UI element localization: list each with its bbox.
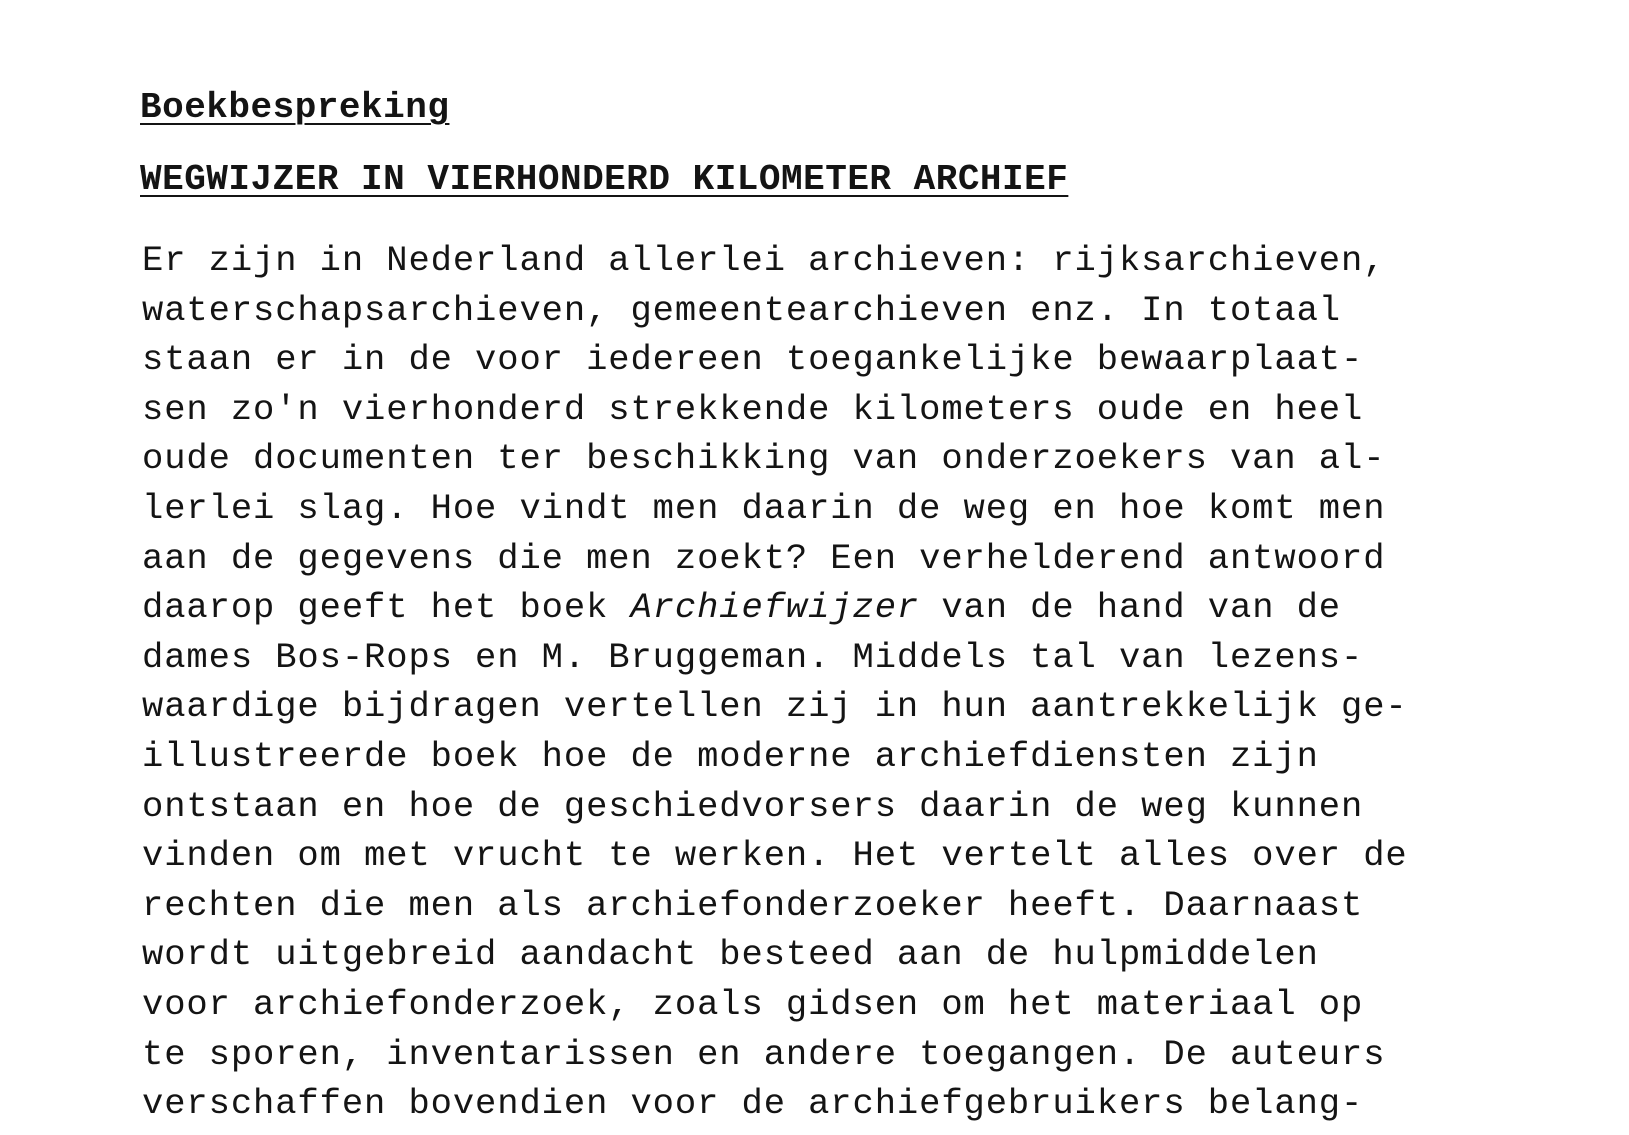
body-line: verschaffen bovendien voor de archiefgebruikers belang-: [142, 1083, 1364, 1125]
body-line: vinden om met vrucht te werken. Het vertelt alles over de: [142, 835, 1408, 877]
body-line: staan er in de voor iedereen toegankelijke bewaarplaat-: [142, 339, 1364, 381]
article-title: WEGWIJZER IN VIERHONDERD KILOMETER ARCHIEF: [140, 159, 1069, 200]
body-line: oude documenten ter beschikking van onderzoekers van al-: [142, 438, 1386, 480]
body-line: Er zijn in Nederland allerlei archieven: rijksarchieven,: [142, 240, 1386, 281]
body-text: [142, 236, 1622, 1129]
body-line: rechten die men als archiefonderzoeker heeft. Daarnaast: [142, 884, 1364, 926]
body-line: sen zo'n vierhonderd strekkende kilometers oude en heel: [142, 388, 1364, 430]
body-line: aan de gegevens die men zoekt? Een verhelderend antwoord: [142, 537, 1386, 579]
body-line-segment: daarop geeft het boek: [142, 587, 631, 629]
body-line: ontstaan en hoe de geschiedvorsers daarin de weg kunnen: [142, 785, 1364, 827]
body-line-with-book-title: [142, 583, 1622, 633]
body-line: voor archiefonderzoek, zoals gidsen om het materiaal op: [142, 983, 1364, 1025]
body-line: lerlei slag. Hoe vindt men daarin de weg en hoe komt men: [142, 487, 1386, 529]
section-label: Boekbespreking: [140, 87, 450, 128]
body-line: illustreerde boek hoe de moderne archiefdiensten zijn: [142, 735, 1319, 777]
body-line-segment: van de hand van de: [919, 587, 1342, 629]
body-line: waardige bijdragen vertellen zij in hun aantrekkelijk ge-: [142, 686, 1408, 728]
body-line: wordt uitgebreid aandacht besteed aan de hulpmiddelen: [142, 934, 1319, 976]
book-title: Archiefwijzer: [630, 587, 920, 629]
body-line: dames Bos-Rops en M. Bruggeman. Middels tal van lezens-: [142, 636, 1364, 678]
body-line: te sporen, inventarissen en andere toegangen. De auteurs: [142, 1033, 1386, 1075]
body-line: waterschapsarchieven, gemeentearchieven enz. In totaal: [142, 289, 1341, 331]
